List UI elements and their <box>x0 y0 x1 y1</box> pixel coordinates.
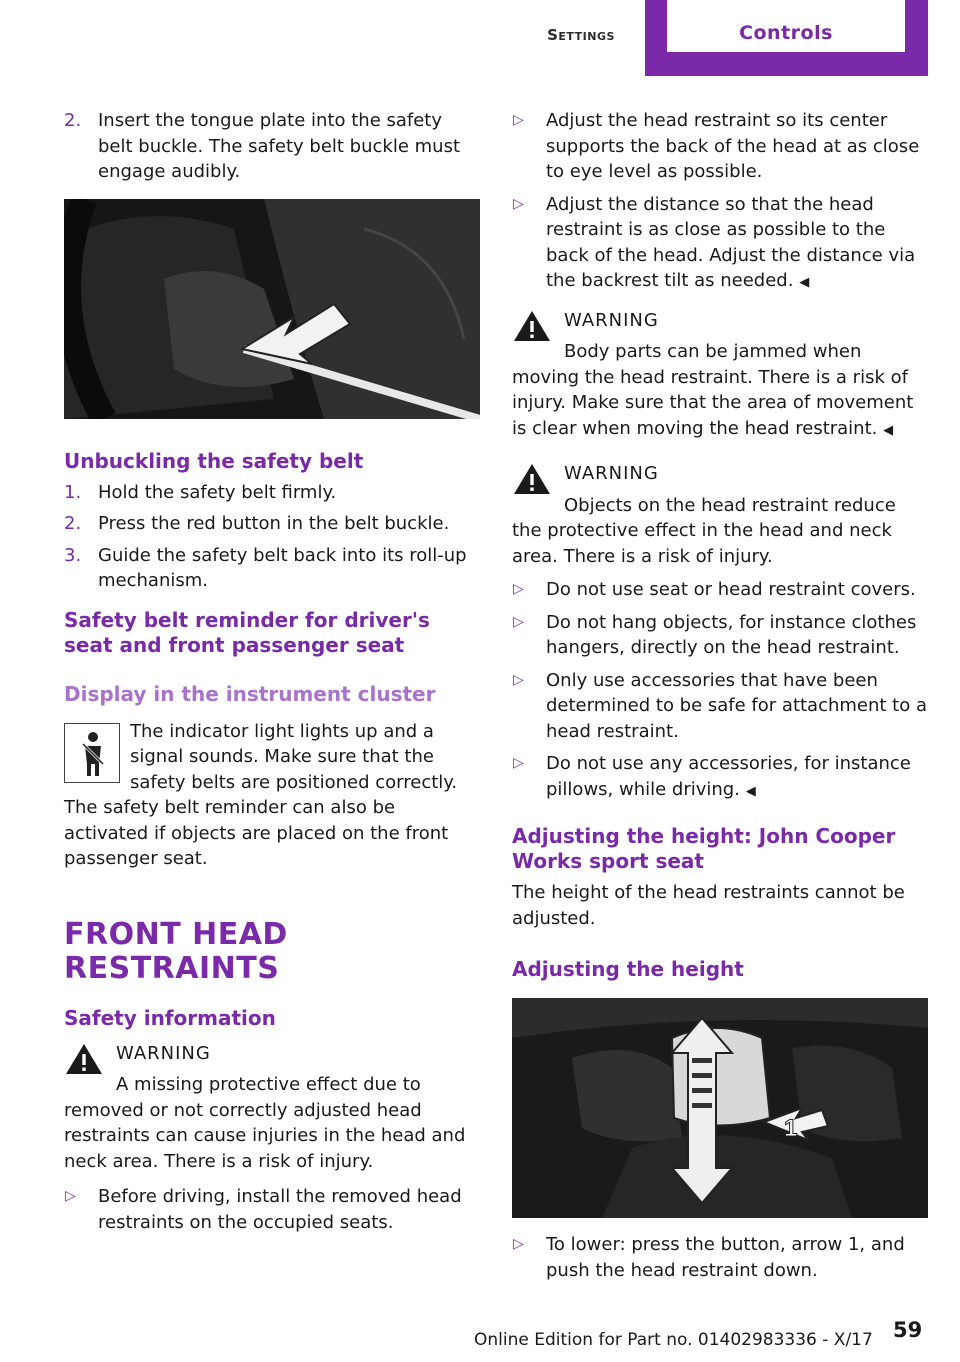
bullet-triangle-icon: ▷ <box>513 613 524 630</box>
list-item <box>512 668 928 745</box>
end-marker-icon: ◀ <box>745 783 756 799</box>
warning-block-2 <box>512 461 928 569</box>
warning-text: Body parts can be jammed when moving the head restraint. There is a risk of injury. Make sure that the area of movement is clear when moving the head restraint. ◀ <box>512 341 914 439</box>
adjusting-height-heading: Adjusting the height <box>512 957 744 981</box>
edition-text: Online Edition for Part no. 01402983336 - X/17 <box>474 1330 873 1350</box>
end-marker-icon: ◀ <box>799 275 810 290</box>
list-item <box>512 192 928 296</box>
reminder-block <box>64 719 482 872</box>
jcw-text: The height of the head restraints cannot be adjusted. <box>512 882 905 929</box>
bullet-text: Do not use seat or head restraint covers. <box>546 579 916 600</box>
warning-triangle-icon <box>64 1041 104 1077</box>
bullet-text: Adjust the head restraint so its center supports the back of the head at as close to eye level as possible. <box>546 110 920 182</box>
warning-text: A missing protective effect due to removed or not correctly adjusted head restraints can cause injuries in the head and neck area. There is a risk of injury. <box>64 1074 466 1172</box>
step-2 <box>64 108 482 185</box>
unbuckle-step-2 <box>64 511 482 537</box>
bullet-text: Do not use any accessories, for instance pillows, while driving. ◀ <box>546 753 911 800</box>
callout-number: 1 <box>784 1115 798 1142</box>
page-number: 59 <box>893 1318 923 1342</box>
reminder-heading: Safety belt reminder for driver's seat and front passenger seat <box>64 607 430 657</box>
bullet-triangle-icon: ▷ <box>513 755 524 771</box>
reminder-text: The indicator light lights up and a signal sounds. Make sure that the safety belts are positioned correctly. The safety belt reminder can also be activated if objects are placed on the front passenger seat. <box>64 720 458 869</box>
left-column <box>64 108 482 1242</box>
warning-triangle-icon <box>512 308 552 344</box>
warning-block <box>64 1041 482 1175</box>
list-item <box>512 1232 928 1283</box>
step-text: Press the red button in the belt buckle. <box>98 513 450 534</box>
unbuckling-heading: Unbuckling the safety belt <box>64 448 364 473</box>
buckle-illustration <box>64 199 480 419</box>
step-text: Guide the safety belt back into its roll-up mechanism. <box>98 544 467 591</box>
safety-information-heading: Safety information <box>64 1005 276 1030</box>
front-head-restraints-title: FRONT HEAD RESTRAINTS <box>64 916 288 986</box>
warning-text: Objects on the head restraint reduce the protective effect in the head and neck area. There is a risk of injury. <box>512 494 896 567</box>
bullet-triangle-icon: ▷ <box>513 195 524 212</box>
bullet-triangle-icon: ▷ <box>513 112 524 128</box>
list-item <box>64 1184 482 1235</box>
step-text: Hold the safety belt firmly. <box>98 481 337 503</box>
unbuckle-step-3 <box>64 543 482 594</box>
bullet-text: To lower: press the button, arrow 1, and push the head restraint down. <box>546 1234 905 1281</box>
warning-block-1 <box>512 308 928 444</box>
tab-controls-label: Controls <box>667 0 905 52</box>
bullet-triangle-icon: ▷ <box>513 581 524 597</box>
bullet-triangle-icon: ▷ <box>65 1188 76 1204</box>
step-number: 2. <box>64 513 82 534</box>
display-subheading: Display in the instrument cluster <box>64 681 436 706</box>
warning-label: WARNING <box>116 1042 211 1064</box>
buckle-photo <box>64 199 480 419</box>
warning-label: WARNING <box>564 463 659 484</box>
tab-controls[interactable] <box>645 0 928 76</box>
list-item <box>512 751 928 804</box>
right-column <box>512 108 928 1290</box>
jcw-heading: Adjusting the height: John Cooper Works sport seat <box>512 824 896 873</box>
warning-triangle-icon <box>512 461 552 497</box>
bullet-triangle-icon: ▷ <box>513 671 524 688</box>
end-marker-icon: ◀ <box>883 422 894 438</box>
head-restraint-photo <box>512 998 928 1218</box>
step-number: 2. <box>64 110 82 131</box>
list-item <box>512 610 928 661</box>
tab-settings[interactable]: Settings <box>547 26 615 44</box>
head-restraint-illustration <box>512 998 928 1218</box>
bullet-text: Only use accessories that have been determined to be safe for attachment to a head restraint. <box>546 669 928 742</box>
list-item <box>512 108 928 185</box>
warning-label: WARNING <box>564 309 659 331</box>
bullet-text: Before driving, install the removed head restraints on the occupied seats. <box>98 1186 462 1233</box>
unbuckle-step-1 <box>64 480 482 506</box>
step-text: Insert the tongue plate into the safety belt buckle. The safety belt buckle must engage audibly. <box>98 110 461 182</box>
list-item <box>512 577 928 603</box>
bullet-triangle-icon: ▷ <box>513 1236 524 1252</box>
seatbelt-reminder-icon <box>64 723 120 783</box>
step-number: 1. <box>64 481 82 503</box>
step-number: 3. <box>64 544 82 566</box>
bullet-text: Do not hang objects, for instance clothes hangers, directly on the head restraint. <box>546 611 917 658</box>
bullet-text: Adjust the distance so that the head restraint is as close as possible to the back of the head. Adjust the distance via the backrest tilt as needed. ◀ <box>546 193 916 291</box>
